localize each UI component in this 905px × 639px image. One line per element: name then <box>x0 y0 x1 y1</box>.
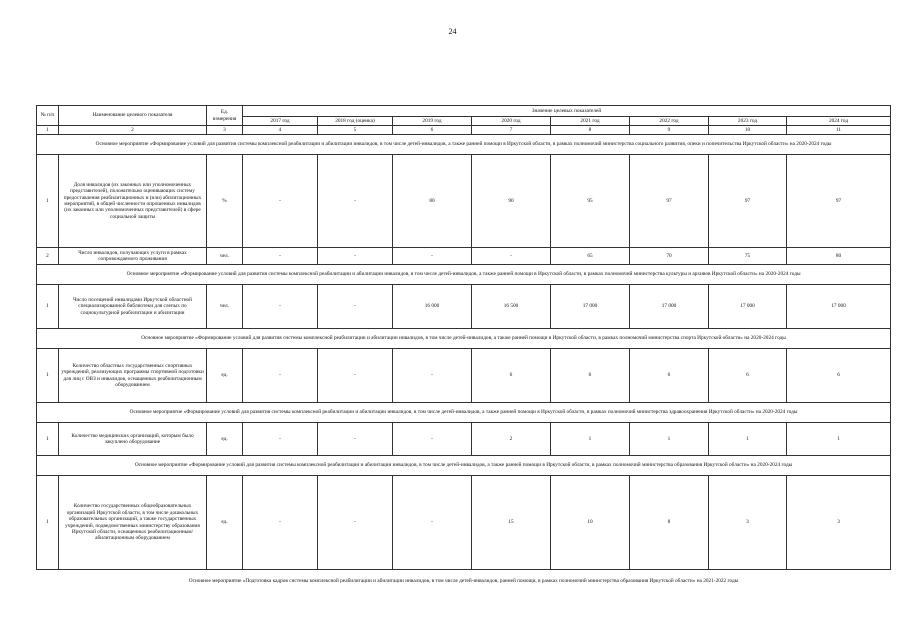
value-cell: - <box>243 155 318 248</box>
header-column-number: 3 <box>207 126 243 135</box>
header-column-number: 10 <box>709 126 787 135</box>
value-cell: 1 <box>709 423 787 456</box>
indicator-name: Доля инвалидов (их законных или уполномоченных представителей), положительно оценивающих систему предоставления реабилитационных и (или) абилитационных мероприятий, в общей численности опрошенных инвалидов (их законных или уполномоченных представителей) в сфере социальной защиты <box>59 155 207 248</box>
value-cell: 80 <box>393 155 472 248</box>
header-year: 2022 год <box>630 117 709 126</box>
header-year: 2020 год <box>472 117 551 126</box>
value-cell: 97 <box>709 155 787 248</box>
value-cell: 2 <box>472 423 551 456</box>
section-row <box>37 456 891 476</box>
section-title: Основное мероприятие «Формирование условий для развития системы комплексной реабилитации и абилитации инвалидов, в том числе детей-инвалидов, а также ранней помощи в Иркутской области, в рамках полномочий министерства здравоохранения Иркутской области» на 2020-2024 годы <box>37 403 891 423</box>
value-cell: 3 <box>709 476 787 570</box>
header-column-number: 8 <box>551 126 630 135</box>
table-row <box>37 285 891 329</box>
header-name: Наименование целевого показателя <box>59 106 207 126</box>
value-cell: - <box>318 285 393 329</box>
value-cell: 17 000 <box>630 285 709 329</box>
header-year: 2023 год <box>709 117 787 126</box>
value-cell: - <box>318 476 393 570</box>
value-cell: 3 <box>787 476 891 570</box>
page-number: 24 <box>448 27 457 36</box>
value-cell: 1 <box>787 423 891 456</box>
value-cell: 15 <box>472 476 551 570</box>
header-year: 2019 год <box>393 117 472 126</box>
value-cell: - <box>243 423 318 456</box>
table-row <box>37 155 891 248</box>
indicators-table <box>36 105 891 592</box>
row-number: 1 <box>37 349 59 403</box>
value-cell: 8 <box>630 476 709 570</box>
value-cell: - <box>243 285 318 329</box>
value-cell: - <box>243 248 318 265</box>
value-cell: - <box>472 248 551 265</box>
table-row <box>37 476 891 570</box>
value-cell: - <box>393 349 472 403</box>
header-numbering-row <box>37 126 891 135</box>
row-number: 1 <box>37 155 59 248</box>
header-year: 2018 год (оценка) <box>318 117 393 126</box>
value-cell: 70 <box>630 248 709 265</box>
value-cell: 6 <box>551 349 630 403</box>
header-year: 2024 год <box>787 117 891 126</box>
indicator-name: Число посещений инвалидами Иркутской областной специализированной библиотеки для слепых по социокультурной реабилитации и абилитации <box>59 285 207 329</box>
unit-cell: % <box>207 155 243 248</box>
section-title: Основное мероприятие «Формирование условий для развития системы комплексной реабилитации и абилитации инвалидов, в том числе детей-инвалидов, а также ранней помощи в Иркутской области, в рамках полномочий министерства культуры и архивов Иркутской области» на 2020-2024 годы <box>37 265 891 285</box>
header-column-number: 2 <box>59 126 207 135</box>
value-cell: 6 <box>472 349 551 403</box>
header-column-number: 6 <box>393 126 472 135</box>
section-title: Основное мероприятие «Формирование условий для развития системы комплексной реабилитации и абилитации инвалидов, в том числе детей-инвалидов, а также ранней помощи в Иркутской области, в рамках полномочий министерства образования Иркутской области» на 2020-2024 годы <box>37 456 891 476</box>
header-num: № п/п <box>37 106 59 126</box>
row-number: 2 <box>37 248 59 265</box>
footer-section-row <box>37 570 891 593</box>
row-number: 1 <box>37 285 59 329</box>
value-cell: - <box>243 476 318 570</box>
table-row <box>37 248 891 265</box>
section-row <box>37 403 891 423</box>
unit-cell: чел. <box>207 285 243 329</box>
unit-cell: ед. <box>207 476 243 570</box>
section-row <box>37 135 891 155</box>
value-cell: - <box>243 349 318 403</box>
row-number: 1 <box>37 476 59 570</box>
header-column-number: 4 <box>243 126 318 135</box>
value-cell: 10 <box>551 476 630 570</box>
unit-cell: ед. <box>207 423 243 456</box>
value-cell: - <box>318 349 393 403</box>
value-cell: 97 <box>630 155 709 248</box>
indicator-name: Количество областных государственных спортивных учреждений, реализующих программы спортивной подготовки для лиц с ОВЗ и инвалидов, оснащенных реабилитационным оборудованием <box>59 349 207 403</box>
indicator-name: Количество медицинских организаций, которым было закуплено оборудование <box>59 423 207 456</box>
header-column-number: 1 <box>37 126 59 135</box>
value-cell: 17 000 <box>787 285 891 329</box>
value-cell: 17 000 <box>709 285 787 329</box>
section-title: Основное мероприятие «Формирование условий для развития системы комплексной реабилитации и абилитации инвалидов, в том числе детей-инвалидов, а также ранней помощи в Иркутской области, в рамках полномочий министерства спорта Иркутской области» на 2020-2024 годы <box>37 329 891 349</box>
value-cell: 65 <box>551 248 630 265</box>
value-cell: 1 <box>551 423 630 456</box>
value-cell: 1 <box>630 423 709 456</box>
header-column-number: 11 <box>787 126 891 135</box>
section-row <box>37 265 891 285</box>
indicator-name: Количество государственных общеобразовательных организаций Иркутской области, в том числе дошкольных образовательных организаций, а также государственных учреждений, подведомственных министерству образования Иркутской области, оснащенных реабилитационным/абилитационным оборудованием <box>59 476 207 570</box>
unit-cell: ед. <box>207 349 243 403</box>
value-cell: 6 <box>630 349 709 403</box>
value-cell: - <box>318 155 393 248</box>
value-cell: 90 <box>472 155 551 248</box>
value-cell: - <box>318 423 393 456</box>
table-row <box>37 423 891 456</box>
value-cell: 6 <box>709 349 787 403</box>
value-cell: 97 <box>787 155 891 248</box>
header-values: Значение целевых показателей <box>243 106 891 117</box>
footer-section-title: Основное мероприятие «Подготовка кадров системы комплексной реабилитации и абилитации инвалидов, в том числе детей-инвалидов, ранней помощи, в рамках полномочий министерства образования Иркутской области» на 2021-2022 годы <box>188 577 739 584</box>
value-cell: - <box>393 423 472 456</box>
table-body <box>37 135 891 570</box>
value-cell: 75 <box>709 248 787 265</box>
indicator-name: Число инвалидов, получающих услуги в рамках сопровождаемого проживания <box>59 248 207 265</box>
value-cell: - <box>318 248 393 265</box>
value-cell: 16 500 <box>472 285 551 329</box>
table-row <box>37 349 891 403</box>
value-cell: 17 000 <box>551 285 630 329</box>
header-year: 2017 год <box>243 117 318 126</box>
unit-cell: чел. <box>207 248 243 265</box>
header-unit: Ед. измерения <box>207 106 243 126</box>
section-title: Основное мероприятие «Формирование условий для развития системы комплексной реабилитации и абилитации инвалидов, в том числе детей-инвалидов, а также ранней помощи в Иркутской области, в рамках полномочий министерства социального развития, опеки и попечительства Иркутской области» на 2020-2024 годы <box>37 135 891 155</box>
value-cell: - <box>393 248 472 265</box>
header-column-number: 7 <box>472 126 551 135</box>
header-column-number: 5 <box>318 126 393 135</box>
value-cell: - <box>393 476 472 570</box>
value-cell: 95 <box>551 155 630 248</box>
header-column-number: 9 <box>630 126 709 135</box>
value-cell: 16 000 <box>393 285 472 329</box>
header-year: 2021 год <box>551 117 630 126</box>
section-row <box>37 329 891 349</box>
value-cell: 80 <box>787 248 891 265</box>
row-number: 1 <box>37 423 59 456</box>
value-cell: 6 <box>787 349 891 403</box>
